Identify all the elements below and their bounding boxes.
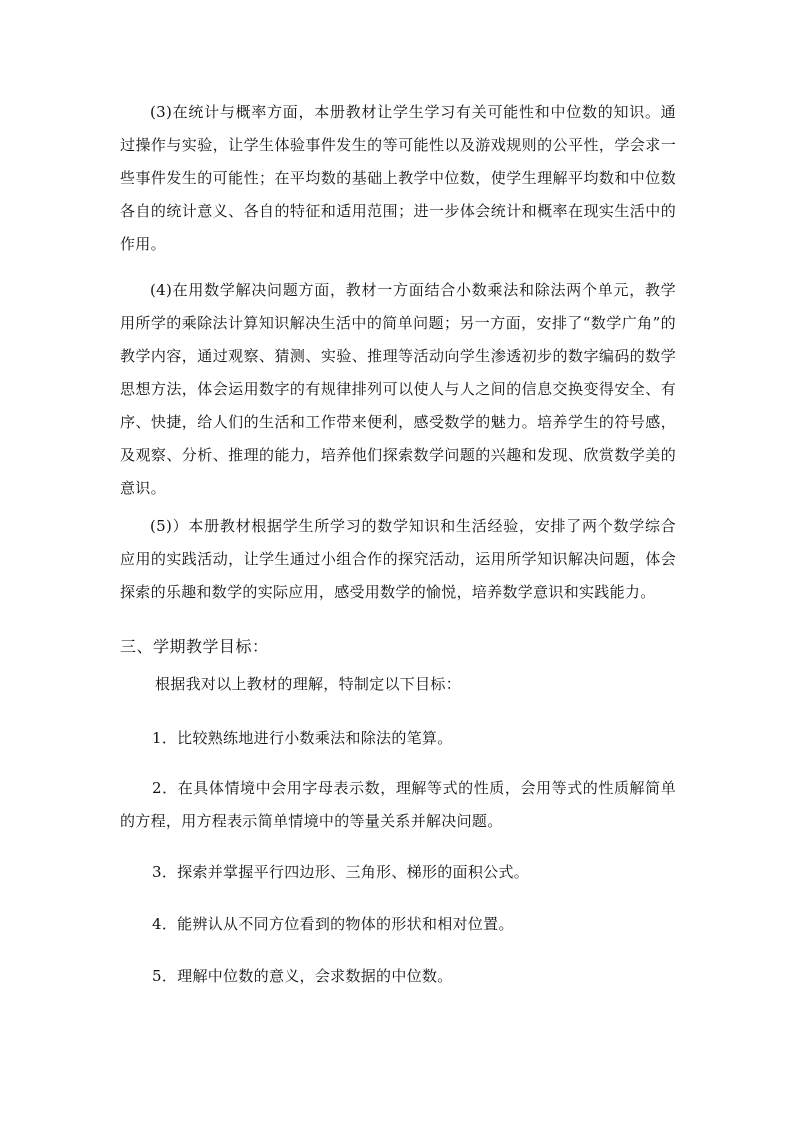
goal-item: 1．比较熟练地进行小数乘法和除法的笔算。: [152, 729, 453, 747]
goal-item: 4．能辨认从不同方位看到的物体的形状和相对位置。: [152, 915, 514, 933]
section-heading-semester-goals: 三、学期教学目标：: [120, 637, 269, 656]
goal-item: 5．理解中位数的意义，会求数据的中位数。: [152, 967, 453, 985]
goal-item: 2．在具体情境中会用字母表示数，理解等式的性质，会用等式的性质解简单的方程，用方程表示简单情境中的等量关系并解决问题。: [120, 779, 676, 830]
paragraph-practice-activities: (5)）本册教材根据学生所学习的数学知识和生活经验，安排了两个数学综合应用的实践活动，让学生通过小组合作的探究活动，运用所学知识解决问题，体会探索的乐趣和数学的实际应用，感受用数学的愉悦，培养数学意识和实践能力。: [120, 517, 676, 601]
goal-item: 3．探索并掌握平行四边形、三角形、梯形的面积公式。: [152, 863, 530, 881]
paragraph-statistics-probability: (3)在统计与概率方面，本册教材让学生学习有关可能性和中位数的知识。通过操作与实验，让学生体验事件发生的等可能性以及游戏规则的公平性，学会求一些事件发生的可能性；在平均数的基础上教学中位数，使学生理解平均数和中位数各自的统计意义、各自的特征和适用范围；进一步体会统计和概率在现实生活中的作用。: [120, 103, 676, 253]
goals-intro: 根据我对以上教材的理解，特制定以下目标：: [155, 675, 462, 693]
paragraph-problem-solving: (4)在用数学解决问题方面，教材一方面结合小数乘法和除法两个单元，教学用所学的乘除法计算知识解决生活中的简单问题；另一方面，安排了“数学广角”的教学内容，通过观察、猜测、实验、推理等活动向学生渗透初步的数字编码的数学思想方法，体会运用数字的有规律排列可以使人与人之间的信息交换变得安全、有序、快捷，给人们的生活和工作带来便利，感受数学的魅力。培养学生的符号感，及观察、分析、推理的能力，培养他们探索数学问题的兴趣和发现、欣赏数学美的意识。: [120, 281, 676, 497]
